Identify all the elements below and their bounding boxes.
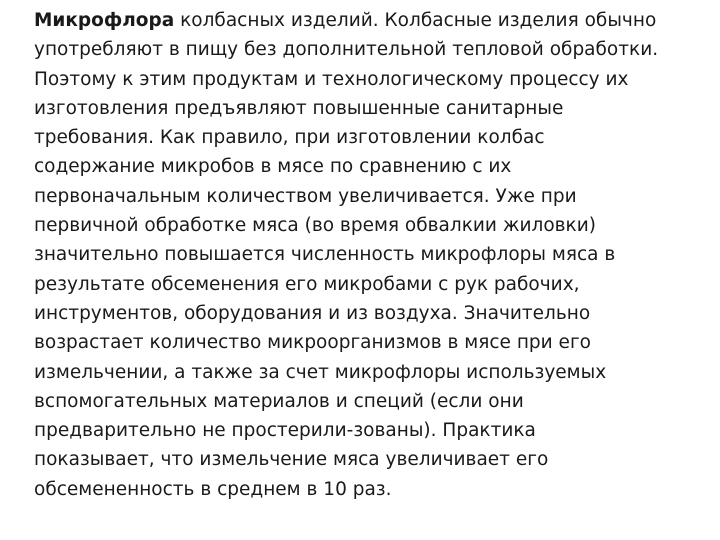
text-line: возрастает количество микроорганизмов в мясе при его: [34, 332, 591, 354]
text-line: изготовления предъявляют повышенные санитарные: [34, 97, 564, 119]
text-line: результате обсеменения его микробами с рук рабочих,: [34, 273, 580, 295]
text-line: содержание микробов в мясе по сравнению с их: [34, 156, 512, 178]
text-line: предварительно не простерили-зованы). Практика: [34, 420, 536, 442]
text-line: требования. Как правило, при изготовлении колбас: [34, 127, 545, 149]
text-line: инструментов, оборудования и из воздуха. Значительно: [34, 302, 591, 324]
body-paragraph: [34, 6, 714, 504]
text-line: первоначальным количеством увеличивается. Уже при: [34, 185, 577, 207]
text-line: первичной обработке мяса (во время обвалкии жиловки): [34, 215, 596, 237]
text-line: значительно повышается численность микрофлоры мяса в: [34, 244, 616, 266]
text-line-content: колбасных изделий. Колбасные изделия обычно: [174, 10, 657, 31]
text-line: измельчении, а также за счет микрофлоры используемых: [34, 361, 607, 383]
text-line: вспомогательных материалов и специй (если они: [34, 390, 524, 412]
text-line: [34, 6, 714, 35]
text-line: обсемененность в среднем в 10 раз.: [34, 478, 392, 500]
text-line: употребляют в пищу без дополнительной тепловой обработки.: [34, 39, 659, 61]
text-line: Поэтому к этим продуктам и технологическому процессу их: [34, 68, 629, 90]
text-line: показывает, что измельчение мяса увеличивает его: [34, 449, 549, 471]
lead-term: Микрофлора: [34, 10, 175, 31]
